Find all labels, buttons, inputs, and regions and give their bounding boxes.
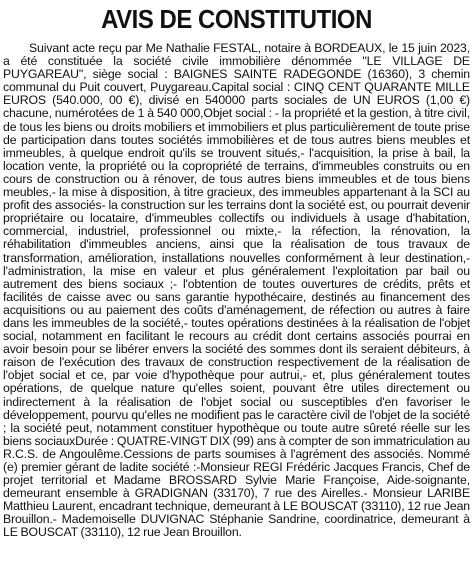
notice-body: Suivant acte reçu par Me Nathalie FESTAL, notaire à BORDEAUX, le 15 juin 2023, a été constituée la société civile immobilière dénommée "LE VILLAGE DE PUYGAREAU", siège social : BAIGNES SAINTE RADEGONDE (16360), 3 chemin communal du Puit couvert, Puygareau.Capital social : CINQ CENT QUARANTE MILLE EUROS (540.000, 00 €), divisé en 540000 parts sociales de UN EUROS (1,00 €) chacune, numérotées de 1 à 540 000,Objet social : - la propriété et la gestion, à titre civil, de tous les biens ou droits mobiliers et immobiliers et plus particulièrement de toute prise de participation dans toutes sociétés immobilières et de tous autres biens meubles et immeubles, à quelque endroit qu'ils se trouvent situés,- l'acquisition, la prise à bail, la location vente, la propriété ou la copropriété de terrains, d'immeubles construits ou en cours de construction ou à rénover, de tous autres biens immeubles et de tous biens meubles,- la mise à disposition, à titre gracieux, des immeubles appartenant à la SCI au profit des associés- la construction sur les terrains dont la société est, ou pourrait devenir propriétaire ou locataire, d'immeubles collectifs ou individuels à usage d'habitation, commercial, industriel, professionnel ou mixte,- la réfection, la rénovation, la réhabilitation d'immeubles anciens, ainsi que la réalisation de tous travaux de transformation, amélioration, installations nouvelles conformément à leur destination,- l'administration, la mise en valeur et plus généralement l'exploitation par bail ou autrement des biens sociaux ;- l'obtention de toutes ouvertures de crédits, prêts et facilités de caisse avec ou sans garantie hypothécaire, destinés au financement des acquisitions ou au paiement des coûts d'aménagement, de réfection ou autres à faire dans les immeubles de la société,- toutes opérations destinées à la réalisation de l'objet social, notamment en facilitant le recours au crédit dont certains associés pourrai en avoir besoin pour se libérer envers la société des sommes dont ils seraient débiteurs, à raison de l'exécution des travaux de construction respectivement de la réalisation de l'objet social et ce, par voie d'hypothèque pour autrui,- et, plus généralement toutes opérations, de quelque nature qu'elles soient, pouvant être utiles directement ou indirectement à la réalisation de l'objet social ou susceptibles d'en favoriser le développement, pourvu qu'elles ne modifient pas le caractère civil de l'objet de la société ; la société peut, notamment constituer hypothèque ou toute autre sûreté réelle sur les biens sociauxDurée : QUATRE-VINGT DIX (99) ans à compter de son immatriculation au R.C.S. de Angoulême.Cessions de parts soumises à l'agrément des associés. Nommé (e) premier gérant de ladite société :-Monsieur REGI Frédéric Jacques Francis, Chef de projet territorial et Madame BROSSARD Sylvie Marie Françoise, Aide-soignante, demeurant ensemble à GRADIGNAN (33170), 7 rue des Airelles.- Monsieur LARIBE Matthieu Laurent, encadrant technique, demeurant à LE BOUSCAT (33110), 12 rue Jean Brouillon.- Mademoiselle DUVIGNAC Stéphanie Sandrine, coordinatrice, demeurant à LE BOUSCAT (33110), 12 rue Jean Brouillon. — [3, 41, 470, 540]
notice-title: AVIS DE CONSTITUTION — [101, 4, 372, 34]
legal-notice — [3, 4, 470, 540]
